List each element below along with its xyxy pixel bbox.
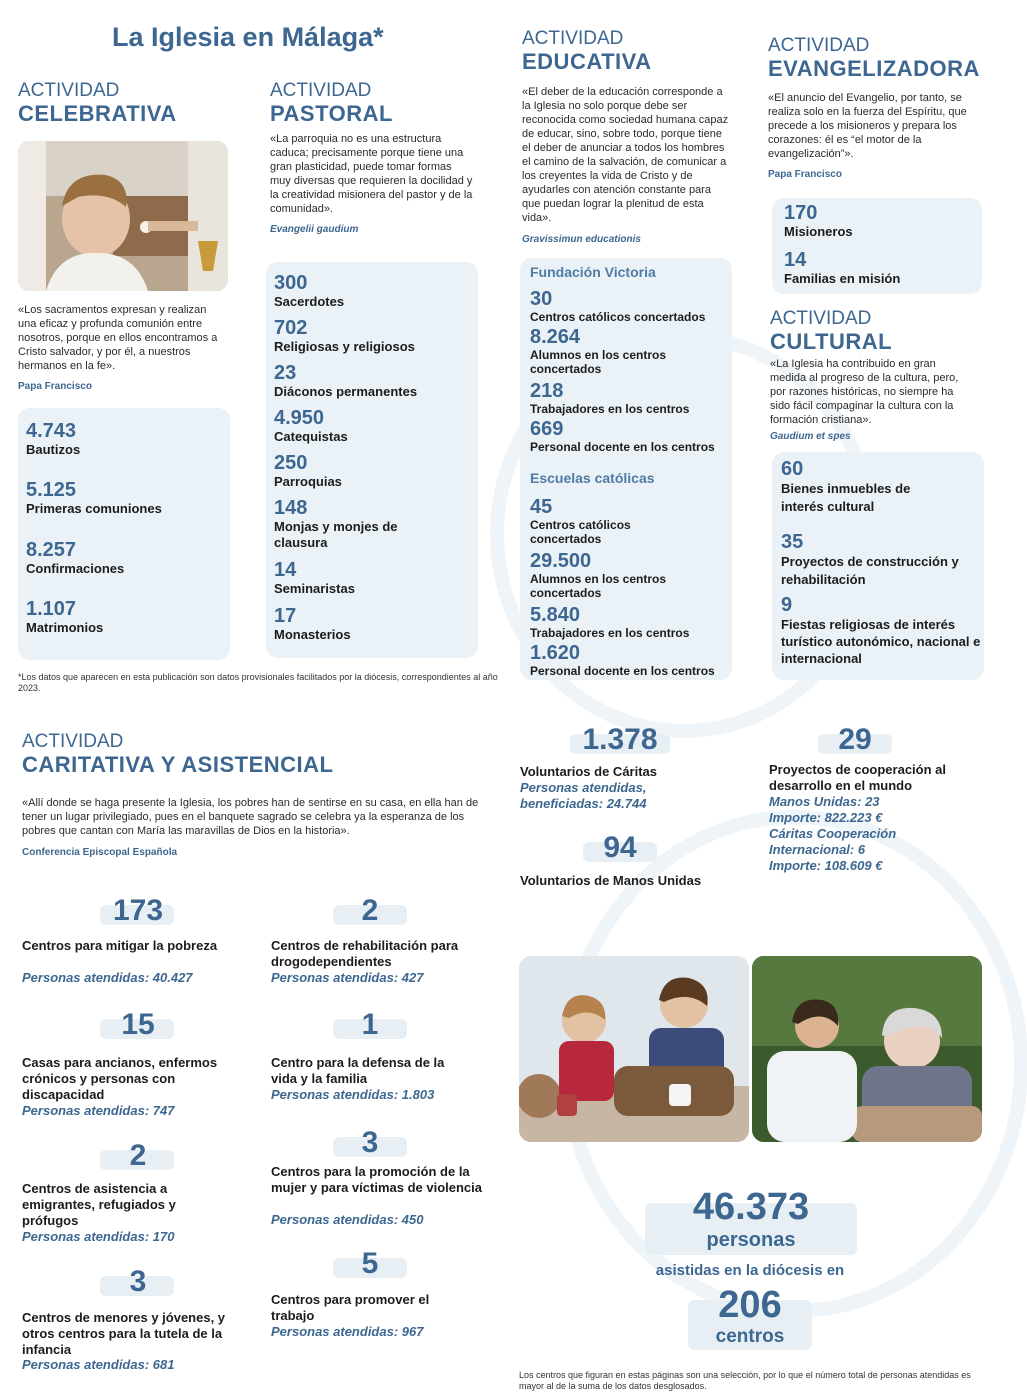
celebrativa-quote: «Los sacramentos expresan y realizan una eficaz y profunda comunión entre nosotros, porque en ellos encontramos a Cristo salvador, y por él, a nuestros hermanos en la fe». <box>18 304 218 372</box>
stat-ec-centros <box>530 496 660 546</box>
total-people-label: personas <box>706 1229 796 1251</box>
manos-unidas-volunteers-label: Voluntarios de Manos Unidas <box>520 873 702 888</box>
educativa-source: Gravissimun educationis <box>522 234 641 245</box>
pastoral-title: PASTORAL <box>270 101 393 126</box>
stat-label: Bienes inmuebles de interés cultural <box>781 481 911 514</box>
cooperation-note: Importe: 822.223 € <box>769 810 883 825</box>
total-people-number: 46.373 <box>692 1186 810 1228</box>
center-note: Personas atendidas: 1.803 <box>271 1087 435 1102</box>
stat-label: Diáconos permanentes <box>274 384 418 399</box>
center-note: Personas atendidas: 967 <box>271 1324 424 1339</box>
pastoral-label: ACTIVIDAD <box>270 80 372 101</box>
stat-label: Confirmaciones <box>26 561 125 576</box>
stat-ec-alumnos <box>530 550 710 600</box>
caritas-persons-note: Personas atendidas, beneficiadas: 24.744 <box>520 780 647 811</box>
center-number: 5 <box>361 1247 379 1280</box>
cultural-label: ACTIVIDAD <box>770 308 872 329</box>
stat-ec-docentes <box>530 642 715 678</box>
stat-label: Monjas y monjes de clausura <box>274 519 398 550</box>
stat-fv-trabajadores <box>530 380 689 416</box>
stat-number: 23 <box>274 362 297 384</box>
cooperation-number: 29 <box>838 723 872 756</box>
educativa-stats-panel <box>520 258 732 680</box>
stat-label: Alumnos en los centros concertados <box>530 572 667 600</box>
stat-label: Misioneros <box>784 224 853 239</box>
center-note: Personas atendidas: 681 <box>22 1357 175 1372</box>
pastoral-stats-panel <box>266 262 478 658</box>
stat-number: 8.257 <box>26 539 77 561</box>
center-note: Personas atendidas: 170 <box>22 1229 175 1244</box>
center-label: Centros de menores y jóvenes, y otros centros para la tutela de la infancia <box>22 1310 226 1357</box>
stat-fiestas-religiosas <box>781 594 981 667</box>
stat-number: 17 <box>274 605 297 627</box>
center-number: 1 <box>361 1008 379 1041</box>
pastoral-quote: «La parroquia no es una estructura caduca; precisamente porque tiene una gran plasticidad, puede tomar formas muy diversas que requieren la docilidad y la creatividad misionera del pastor y de la comunidad». <box>270 133 473 215</box>
data-footnote: *Los datos que aparecen en esta publicación son datos provisionales facilitados por la diócesis, correspondientes al año 2023. <box>18 672 498 693</box>
stat-label: Trabajadores en los centros <box>530 402 690 416</box>
stat-familias-mision <box>784 249 900 287</box>
children-photo <box>519 956 749 1142</box>
stat-diaconos <box>274 362 417 400</box>
stat-label: Matrimonios <box>26 620 104 635</box>
celebrativa-source: Papa Francisco <box>18 381 92 392</box>
stat-misioneros <box>784 202 853 240</box>
center-label: Casas para ancianos, enfermos crónicos y personas con discapacidad <box>22 1055 218 1102</box>
stat-label: Seminaristas <box>274 581 355 596</box>
cultural-title: CULTURAL <box>770 329 893 354</box>
center-number: 15 <box>121 1008 155 1041</box>
stat-number: 300 <box>274 272 308 294</box>
center-number: 173 <box>112 894 164 927</box>
elderly-care-photo <box>752 956 982 1142</box>
pastoral-source: Evangelii gaudium <box>270 224 359 235</box>
caritativa-title: CARITATIVA Y ASISTENCIAL <box>22 752 334 777</box>
stat-confirmaciones <box>26 539 124 577</box>
stat-label: Fiestas religiosas de interés turístico autonómico, nacional e internacional <box>781 617 981 666</box>
page-title: La Iglesia en Málaga* <box>112 22 384 52</box>
stat-fv-centros <box>530 288 705 324</box>
stat-proyectos-construccion <box>781 531 971 589</box>
manos-unidas-volunteers-number: 94 <box>603 831 637 864</box>
stat-religiosas <box>274 317 415 355</box>
communion-photo <box>18 141 228 291</box>
cooperation-note: Importe: 108.609 € <box>769 858 883 873</box>
stat-label: Bautizos <box>26 442 81 457</box>
center-note: Personas atendidas: 747 <box>22 1103 175 1118</box>
stat-number: 702 <box>274 317 308 339</box>
celebrativa-stats-panel <box>18 408 230 660</box>
stat-monasterios <box>274 605 351 643</box>
stat-label: Alumnos en los centros concertados <box>530 348 667 376</box>
stat-number: 45 <box>530 496 553 518</box>
stat-number: 5.125 <box>26 479 77 501</box>
stat-parroquias <box>274 452 342 490</box>
educativa-title: EDUCATIVA <box>522 49 652 74</box>
stat-label: Monasterios <box>274 627 351 642</box>
stat-number: 1.620 <box>530 642 581 664</box>
stat-ec-trabajadores <box>530 604 689 640</box>
educativa-label: ACTIVIDAD <box>522 28 624 49</box>
evangelizadora-stats-panel <box>772 198 982 294</box>
center-label: Centros de rehabilitación para drogodependientes <box>271 938 459 969</box>
center-label: Centro para la defensa de la vida y la familia <box>271 1055 445 1086</box>
cultural-source: Gaudium et spes <box>770 431 851 442</box>
stat-number: 8.264 <box>530 326 581 348</box>
center-label: Centros para mitigar la pobreza <box>22 938 218 953</box>
stat-bautizos <box>26 420 80 458</box>
stat-number: 4.743 <box>26 420 77 442</box>
stat-label: Proyectos de construcción y rehabilitación <box>781 554 959 587</box>
fundacion-victoria-heading: Fundación Victoria <box>530 264 656 280</box>
evangelizadora-title: EVANGELIZADORA <box>768 56 980 81</box>
center-label: Centros para promover el trabajo <box>271 1292 430 1323</box>
stat-label: Personal docente en los centros <box>530 664 715 678</box>
stat-label: Centros católicos concertados <box>530 518 631 546</box>
educativa-quote: «El deber de la educación corresponde a la Iglesia no solo porque debe ser reconocida como sociedad humana capaz de educar, sino, sobre todo, porque tiene el deber de anunciar a todos los hombres el camino de la salvación, de comunicar a los creyentes la vida de Cristo y de ayudarles con atención constante para que puedan lograr la plenitud de esta vida». <box>522 86 729 224</box>
center-label: Centros de asistencia a emigrantes, refugiados y prófugos <box>22 1181 176 1228</box>
stat-number: 250 <box>274 452 308 474</box>
stat-label: Primeras comuniones <box>26 501 162 516</box>
stat-label: Centros católicos concertados <box>530 310 706 324</box>
escuelas-catolicas-heading: Escuelas católicas <box>530 470 655 486</box>
stat-label: Sacerdotes <box>274 294 345 309</box>
total-centers-label: centros <box>715 1326 785 1347</box>
stat-monjas <box>274 497 434 551</box>
caritas-volunteers-number: 1.378 <box>582 723 658 756</box>
celebrativa-title: CELEBRATIVA <box>18 101 177 126</box>
stat-number: 60 <box>781 458 804 480</box>
stat-sacerdotes <box>274 272 344 310</box>
evangelizadora-label: ACTIVIDAD <box>768 35 870 56</box>
stat-seminaristas <box>274 559 355 597</box>
stat-number: 35 <box>781 531 804 553</box>
stat-label: Catequistas <box>274 429 348 444</box>
cultural-stats-panel <box>772 452 984 680</box>
total-mid-text: asistidas en la diócesis en <box>655 1262 845 1279</box>
stat-primeras-comuniones <box>26 479 162 517</box>
caritas-volunteers-label: Voluntarios de Cáritas <box>520 764 658 779</box>
stat-number: 148 <box>274 497 308 519</box>
center-number: 3 <box>361 1126 379 1159</box>
center-note: Personas atendidas: 40.427 <box>22 970 193 985</box>
stat-number: 30 <box>530 288 553 310</box>
stat-number: 4.950 <box>274 407 325 429</box>
stat-label: Personal docente en los centros <box>530 440 715 454</box>
evangelizadora-quote: «El anuncio del Evangelio, por tanto, se realiza solo en la fuerza del Espíritu, que precede a los misioneros y prepara los corazones: él es “el motor de la evangelización”». <box>768 92 967 160</box>
stat-label: Parroquias <box>274 474 342 489</box>
cooperation-note: Manos Unidas: 23 <box>769 794 880 809</box>
cultural-quote: «La Iglesia ha contribuido en gran medida al progreso de la cultura, pero, por razones históricas, no siempre ha sido fácil compaginar la cultura con la formación cristiana». <box>770 358 959 426</box>
stat-number: 669 <box>530 418 564 440</box>
center-number: 2 <box>361 894 379 927</box>
stat-number: 14 <box>274 559 297 581</box>
stat-number: 14 <box>784 249 807 271</box>
stat-number: 5.840 <box>530 604 581 626</box>
cooperation-note: Cáritas Cooperación Internacional: 6 <box>769 826 897 857</box>
center-label: Centros para la promoción de la mujer y para víctimas de violencia <box>271 1164 482 1195</box>
stat-label: Religiosas y religiosos <box>274 339 415 354</box>
stat-bienes-inmuebles <box>781 458 951 516</box>
caritativa-source: Conferencia Episcopal Española <box>22 847 178 858</box>
center-note: Personas atendidas: 450 <box>271 1212 424 1227</box>
celebrativa-label: ACTIVIDAD <box>18 80 120 101</box>
stat-label: Familias en misión <box>784 271 901 286</box>
cooperation-label: Proyectos de cooperación al desarrollo en el mundo <box>769 762 947 793</box>
stat-number: 1.107 <box>26 598 77 620</box>
stat-number: 218 <box>530 380 564 402</box>
center-note: Personas atendidas: 427 <box>271 970 424 985</box>
stat-fv-docentes <box>530 418 715 454</box>
evangelizadora-source: Papa Francisco <box>768 169 842 180</box>
stat-label: Trabajadores en los centros <box>530 626 690 640</box>
caritativa-label: ACTIVIDAD <box>22 731 124 752</box>
stat-matrimonios <box>26 598 103 636</box>
stat-number: 9 <box>781 594 793 616</box>
total-centers-number: 206 <box>718 1284 782 1326</box>
stat-catequistas <box>274 407 348 445</box>
center-number: 3 <box>129 1265 147 1298</box>
caritativa-quote: «Allí donde se haga presente la Iglesia, los pobres han de sentirse en su casa, en ella han de tener un lugar privilegiado, pues en el banquete sagrado se celebra ya la esperanza de los pobres que cantan con María las maravillas de Dios en la historia». <box>22 797 479 837</box>
center-number: 2 <box>129 1139 147 1172</box>
stat-number: 29.500 <box>530 550 592 572</box>
centers-footnote: Los centros que figuran en estas páginas son una selección, por lo que el número total de personas atendidas es mayor al de la suma de los datos desglosados. <box>519 1370 971 1391</box>
stat-number: 170 <box>784 202 818 224</box>
stat-fv-alumnos <box>530 326 710 376</box>
